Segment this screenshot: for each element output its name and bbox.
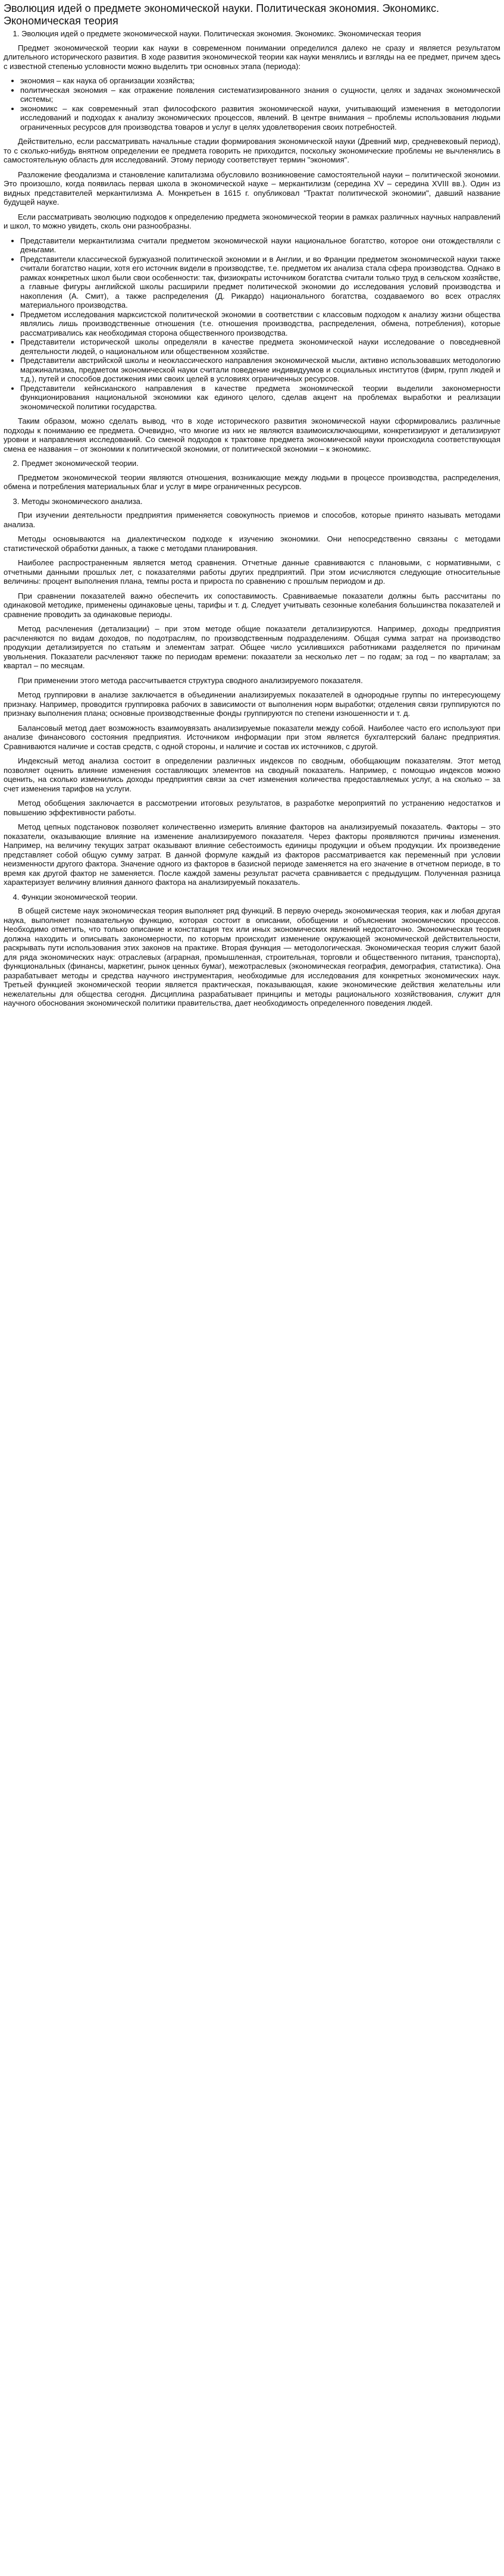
paragraph: Балансовый метод дает возможность взаимоувязать анализируемые показатели между собой. Наиболее часто его используют при анализе финансового состояния предприятия. Источником информации при этом является бухгалтерский баланс предприятия. Сравниваются наличие и состав средств, с одной стороны, и наличие и состав их источников, с другой.	[4, 723, 500, 751]
paragraph: Наиболее распространенным является метод сравнения. Отчетные данные сравниваются с плановыми, с нормативными, с отчетными данными прошлых лет, с показателями работы других предприятий. При этом исчисляются следующие относительные величины: процент выполнения плана, темпы роста и прироста по сравнению с прошлым периодом и др.	[4, 558, 500, 586]
list-item: • Представители меркантилизма считали предметом экономической науки национальное богатство, которое они отождествляли с деньгами.	[20, 236, 500, 255]
list-item: • политическая экономия – как отражение появления систематизированного знания о сущности, целях и задачах экономической системы;	[20, 86, 500, 104]
table-of-contents	[4, 29, 500, 39]
paragraph: При применении этого метода рассчитывается структура сводного анализируемого показателя.	[18, 675, 363, 685]
list-item: • экономия – как наука об организации хозяйства;	[20, 76, 500, 86]
list-item: • Представители исторической школы определяли в качестве предмета экономической науки исследование о повседневной деятельности людей, о национальном или общественном хозяйстве.	[20, 337, 500, 356]
page-title: Эволюция идей о предмете экономической науки. Политическая экономия. Экономикс. Экономическая теория	[4, 2, 439, 27]
paragraph: Метод цепных подстановок позволяет количественно измерить влияние факторов на анализируемый показатель. Факторы – это показатели, оказывающие влияние на изменение анализируемого показателя. Через факторы проявляются причины изменения. Например, на величину текущих затрат оказывают влияние себестоимость единицы продукции и объем продукции. Их произведение представляет собой общую сумму затрат. В данной формуле каждый из факторов рассматривается как переменный при условии неизменности другого фактора. Значение одного из факторов в базисной периоде заменяется на его значение в отчетном периоде, в то время как другой фактор не заменяется. После каждой замены результат расчета сравнивается с предыдущим. Полученная разница характеризует величину влияния данного фактора на анализируемый показатель.	[4, 822, 500, 887]
section-heading: 3. Методы экономического анализа.	[21, 497, 500, 506]
periods-list	[4, 76, 500, 132]
paragraph: Индексный метод анализа состоит в определении различных индексов по сводным, обобщающим показателям. Этот метод позволяет оценить влияние изменения составляющих элементов на сводный показатель. Например, с помощью индексов можно оценить, на сколько изменились доходы предприятия связи за счет изменения количества предоставляемых услуг, а на сколько – за счет изменения тарифов на услуги.	[4, 756, 500, 793]
list-item: • Предметом исследования марксистской политической экономии в соответствии с классовым подходом к анализу жизни общества являлись лишь производственные отношения (т.е. отношения производства, распределения, обмена, потребления), которые рассматривались как необходимая сторона общественного производства.	[20, 310, 500, 338]
paragraph: Предмет экономической теории как науки в современном понимании определился далеко не сразу и является результатом длительного исторического развития. В ходе развития экономической теории как науки менялись и взгляды на ее предмет, причем здесь с известной степенью условности можно выделить три основных этапа (периода):	[4, 43, 500, 71]
list-item: • Представители австрийской школы и неоклассического направления экономической мысли, активно использовавших методологию маржинализма, предметом экономической науки считали поведение индивидуумов и социальных институтов (фирм, групп людей и т.д.), путей и способов достижения ими своих целей в условиях ограниченных ресурсов.	[20, 356, 500, 384]
list-item: • Представители кейнсианского направления в качестве предмета экономической теории выделили закономерности функционирования национальной экономики как единого целого, сделав акцент на проблемах выработки и реализации экономической политики государства.	[20, 384, 500, 412]
paragraph: Таким образом, можно сделать вывод, что в ходе исторического развития экономической науки сформировались различные подходы к пониманию ее предмета. Очевидно, что многие из них не являются взаимоисключающими, конкретизируют и детализируют уровни и направления исследований. Со сменой подходов к трактовке предмета экономической науки происходила соответствующая смена ее названия – от экономии к политической экономии, от политической экономии – к экономикс.	[4, 417, 500, 453]
section-heading-list	[4, 893, 500, 902]
paragraph: Методы основываются на диалектическом подходе к изучению экономики. Они непосредственно связаны с методами статистической обработки данных, а также с методами планирования.	[4, 534, 500, 553]
list-item: • Представители классической буржуазной политической экономии и в Англии, и во Франции предметом экономической науки также считали богатство нации, хотя его источник видели в производстве, т.е. предметом их анализа стала сфера производства. Однако в рамках конкретных школ были свои особенности: так, физиократы источником богатства считали только труд в сельском хозяйстве, а главные фигуры английской школы расширили предмет политической экономии до исследования условий производства и накопления (А. Смит), а также распределения (Д. Рикардо) национального богатства, создаваемого во всех отраслях материального производства.	[20, 255, 500, 310]
paragraph: При сравнении показателей важно обеспечить их сопоставимость. Сравниваемые показатели должны быть рассчитаны по одинаковой методике, применены одинаковые цены, тарифы и т. д. Следует учитывать сезонные колебания большинства показателей и сравнение проводить за одинаковые периоды.	[4, 591, 500, 619]
paragraph: Метод группировки в анализе заключается в объединении анализируемых показателей в однородные группы по интересующему признаку. Например, проводится группировка рабочих в зависимости от выполнения норм выработки; отделения связи группируются по признаку выполнения плана; основные производственные фонды группируются по степени изношенности и т. д.	[4, 690, 500, 718]
list-item: • экономикс – как современный этап философского развития экономической науки, учитывающий изменения в методологии исследований и подходах к анализу экономических процессов, явлений. В центре внимания – проблемы использования людьми ограниченных ресурсов для производства товаров и услуг в целях удовлетворения своих потребностей.	[20, 104, 500, 132]
paragraph: Разложение феодализма и становление капитализма обусловило возникновение самостоятельной науки – политической экономии. Это произошло, когда появилась первая школа в экономической науке – меркантилизм (середина XV – середина XVIII вв.). Один из видных представителей меркантилизма А. Монкретьен в 1615 г. опубликовал "Трактат политической экономии", давший название будущей науке.	[4, 170, 500, 206]
paragraph: Если рассматривать эволюцию подходов к определению предмета экономической теории в рамках различных научных направлений и школ, то можно увидеть, сколь они разнообразны.	[4, 212, 500, 230]
paragraph: Метод обобщения заключается в рассмотрении итоговых результатов, в разработке мероприятий по устранению недостатков и повышению эффективности работы.	[4, 799, 500, 817]
paragraph: При изучении деятельности предприятия применяется совокупность приемов и способов, которые принято называть методами анализа.	[4, 511, 500, 529]
paragraph: Предметом экономической теории являются отношения, возникающие между людьми в процессе производства, распределения, обмена и потребления материальных благ и услуг в мире ограниченных ресурсов.	[4, 472, 500, 491]
section-heading: 2. Предмет экономической теории.	[21, 459, 500, 468]
section-heading-list	[4, 459, 500, 468]
paragraph: В общей системе наук экономическая теория выполняет ряд функций. В первую очередь экономическая теория, как и любая другая наука, выполняет познавательную функцию, которая состоит в описании, обобщении и объяснении экономических процессов. Необходимо отметить, что только описание и констатация тех или иных экономических явлений недостаточно. Экономическая теория должна находить и описывать закономерности, по которым происходит изменение окружающей экономической действительности, раскрывать пути использования этих законов на практике. Вторая функция — методологическая. Экономическая теория служит базой для ряда экономических наук: отраслевых (аграрная, промышленная, строительная, торговли и общественного питания, транспорта), функциональных (финансы, маркетинг, рынок ценных бумаг), межотраслевых (экономическая география, демография, статистика). Она разрабатывает методы и средства научного инструментария, необходимые для исследования для конкретных экономических наук. Третьей функцией экономической теории является практическая, показывающая, какие экономические действия желательны или нежелательны для общества сегодня. Дисциплина разрабатывает принципы и методы рационального хозяйствования, служит для научного обоснования экономической политики правительства, дает необходимость определенного поведения людей.	[4, 906, 500, 1007]
toc-item: 1. Эволюция идей о предмете экономической науки. Политическая экономия. Экономикс. Экономическая теория	[21, 29, 500, 39]
paragraph: Действительно, если рассматривать начальные стадии формирования экономической науки (Древний мир, средневековый период), то с сколько-нибудь внятном определении ее предмета говорить не приходится, поскольку экономические проблемы не вычленялись в самостоятельную область для исследований. Этому периоду соответствует термин "экономия".	[4, 137, 500, 164]
paragraph: Метод расчленения (детализации) – при этом методе общие показатели детализируются. Например, доходы предприятия расчленяются по видам доходов, по подотраслям, по производственным подразделениям. Общая сумма затрат на производство продукции детализируется по статьям и элементам затрат. Общее число усилившихся работниками разделяется по причинам увольнения. Показатели расчленяют также по периодам времени: показатели за несколько лет – по годам; за год – по кварталам; за квартал – по месяцам.	[4, 624, 500, 670]
section-heading: 4. Функции экономической теории.	[21, 893, 500, 902]
schools-list	[4, 236, 500, 412]
section-heading-list	[4, 497, 500, 506]
